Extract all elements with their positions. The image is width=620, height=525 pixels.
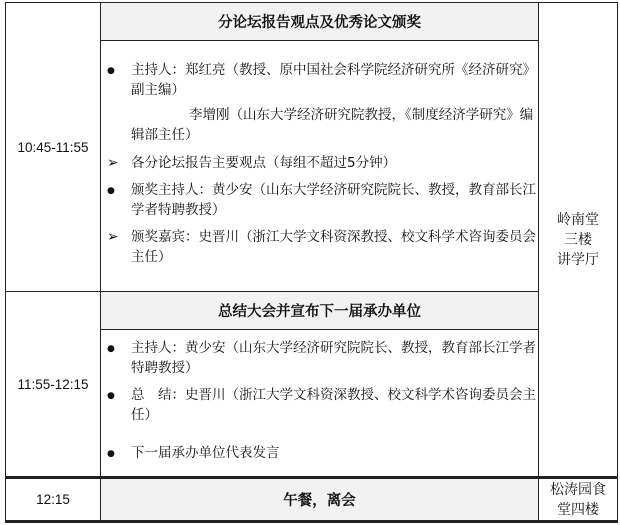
time-cell: 12:15 [6, 478, 101, 522]
item-text: 颁奖主持人：黄少安（山东大学经济研究院院长、教授，教育部长江学者特聘教授） [131, 182, 536, 218]
time-cell: 11:55-12:15 [6, 292, 101, 478]
list-item [101, 180, 538, 220]
item-text: 主持人：郑红亮（教授、原中国社会科学院经济研究所《经济研究》副主编） [131, 62, 536, 98]
item-text: 李增刚（山东大学经济研究院教授，《制度经济学研究》编辑部主任） [131, 107, 534, 143]
list-item [101, 338, 538, 378]
lunch-row [6, 478, 618, 522]
bullet-dot-icon: ● [107, 391, 115, 401]
list-item-continuation [131, 105, 538, 145]
list-item [101, 60, 538, 100]
lunch-venue-cell [539, 478, 618, 522]
venue-line: 堂四楼 [557, 501, 599, 518]
item-text: 各分论坛报告主要观点（每组不超过5分钟） [131, 155, 397, 171]
schedule-table [5, 2, 618, 523]
item-text: 主持人：黄少安（山东大学经济研究院院长、教授，教育部长江学者特聘教授） [131, 340, 536, 376]
list-item [101, 153, 538, 173]
venue-line: 松涛园食 [550, 481, 606, 498]
venue-line: 三楼 [564, 231, 592, 248]
bullet-dot-icon: ● [107, 186, 115, 196]
session-heading-row [6, 292, 618, 330]
arrow-bullet-icon: ➢ [107, 229, 119, 245]
session-heading-row [6, 3, 618, 41]
time-cell: 10:45-11:55 [6, 3, 101, 292]
session-details [101, 330, 539, 478]
arrow-bullet-icon: ➢ [107, 155, 119, 171]
bullet-dot-icon: ● [107, 66, 115, 76]
list-item [101, 443, 538, 463]
venue-line: 岭南堂 [557, 211, 599, 228]
session-title: 总结大会并宣布下一届承办单位 [101, 292, 539, 330]
list-item [101, 385, 538, 425]
list-item [101, 227, 538, 267]
session-details [101, 41, 539, 292]
item-text: 下一届承办单位代表发言 [131, 445, 280, 461]
item-text: 总 结：史晋川（浙江大学文科资深教授、校文科学术咨询委员会主任） [131, 387, 536, 423]
bullet-dot-icon: ● [107, 344, 115, 354]
session-title: 分论坛报告观点及优秀论文颁奖 [101, 3, 539, 41]
bullet-dot-icon: ● [107, 449, 115, 459]
venue-line: 讲学厅 [557, 251, 599, 268]
item-text: 颁奖嘉宾：史晋川（浙江大学文科资深教授、校文科学术咨询委员会主任） [131, 229, 536, 265]
lunch-title: 午餐，离会 [101, 478, 539, 522]
venue-cell [539, 3, 618, 478]
